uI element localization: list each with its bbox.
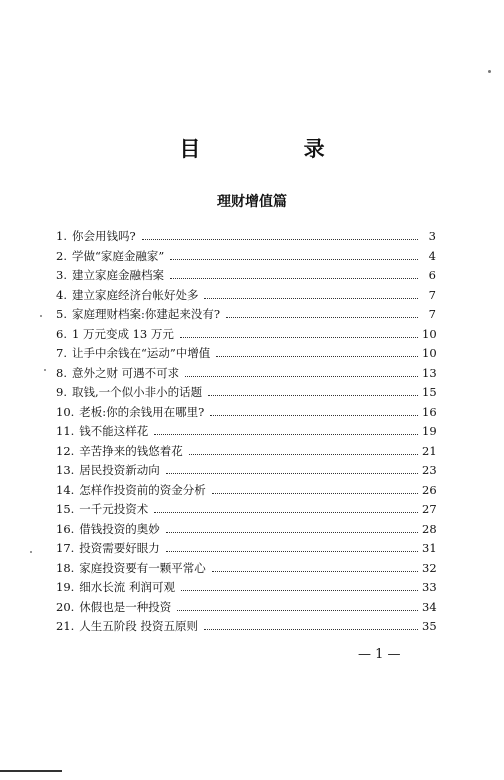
- toc-dot-leader: [226, 317, 418, 318]
- toc-entry: [56, 365, 436, 385]
- toc-entry: [56, 521, 436, 541]
- toc-entry: [56, 501, 436, 521]
- toc-dot-leader: [166, 551, 418, 552]
- toc-entry: [56, 267, 436, 287]
- page-title: 目 录: [179, 137, 373, 161]
- toc-dot-leader: [166, 473, 418, 474]
- toc-entry-title: 你会用钱吗?: [71, 229, 136, 243]
- toc-entry-title: 意外之财 可遇不可求: [71, 365, 180, 380]
- toc-entry: [56, 404, 436, 424]
- toc-entry-title: 辛苦挣来的钱悠着花: [79, 443, 183, 458]
- toc-dot-leader: [212, 571, 418, 572]
- toc-entry-page: 27: [422, 502, 437, 516]
- toc-entry: [56, 579, 436, 599]
- scan-edge-line: [0, 770, 62, 772]
- toc-entry-number: 3.: [56, 268, 67, 282]
- toc-entry-title: 取钱,一个似小非小的话题: [71, 385, 203, 399]
- toc-entry-number: 17.: [56, 541, 75, 555]
- toc-entry-title: 建立家庭经济台帐好处多: [71, 287, 199, 302]
- toc-entry-page: 13: [422, 365, 437, 380]
- toc-entry: [56, 540, 436, 560]
- page-number: — 1 —: [358, 647, 401, 662]
- toc-dot-leader: [180, 337, 418, 338]
- toc-entry-title: 建立家庭金融档案: [71, 268, 164, 282]
- toc-entry-number: 2.: [56, 248, 67, 263]
- toc-dot-leader: [154, 512, 418, 513]
- toc-dot-leader: [185, 376, 418, 377]
- toc-entry-number: 10.: [56, 404, 75, 419]
- toc-entry-number: 7.: [56, 346, 67, 360]
- toc-entry: [56, 599, 436, 619]
- toc-dot-leader: [142, 239, 418, 240]
- toc-entry-page: 28: [422, 521, 437, 536]
- toc-entry-page: 31: [422, 541, 437, 555]
- toc-entry-page: 34: [422, 599, 437, 614]
- table-of-contents: [56, 228, 436, 638]
- toc-entry-page: 33: [422, 580, 437, 594]
- toc-entry: [56, 618, 436, 638]
- toc-entry-number: 18.: [56, 560, 75, 575]
- toc-entry-page: 26: [422, 482, 437, 497]
- toc-dot-leader: [204, 629, 418, 630]
- toc-entry-page: 23: [422, 463, 437, 477]
- toc-entry-number: 13.: [56, 463, 75, 477]
- toc-dot-leader: [216, 356, 418, 357]
- toc-entry-page: 7: [428, 307, 436, 321]
- toc-entry-number: 8.: [56, 365, 67, 380]
- toc-entry-number: 11.: [56, 424, 75, 438]
- toc-entry: [56, 482, 436, 502]
- toc-entry-title: 1 万元变成 13 万元: [71, 326, 174, 341]
- toc-entry: [56, 384, 436, 404]
- toc-dot-leader: [208, 395, 418, 396]
- toc-entry: [56, 345, 436, 365]
- toc-entry-title: 投资需要好眼力: [79, 541, 160, 555]
- toc-entry-number: 12.: [56, 443, 75, 458]
- toc-dot-leader: [166, 532, 418, 533]
- toc-entry: [56, 228, 436, 248]
- toc-entry-page: 35: [422, 619, 437, 633]
- toc-dot-leader: [204, 298, 418, 299]
- toc-entry-title: 家庭投资要有一颗平常心: [79, 560, 206, 575]
- toc-entry-title: 老板:你的余钱用在哪里?: [79, 404, 205, 419]
- toc-entry-title: 借钱投资的奥妙: [79, 521, 160, 536]
- toc-entry-title: 休假也是一种投资: [79, 599, 172, 614]
- toc-dot-leader: [170, 259, 418, 260]
- toc-entry-title: 细水长流 利润可观: [79, 580, 175, 594]
- scan-speck: [44, 369, 46, 371]
- toc-entry-number: 9.: [56, 385, 67, 399]
- toc-entry: [56, 287, 436, 307]
- toc-entry: [56, 423, 436, 443]
- toc-entry-page: 6: [428, 268, 436, 282]
- toc-entry-number: 1.: [56, 229, 67, 243]
- toc-entry: [56, 443, 436, 463]
- scan-speck: [40, 315, 42, 317]
- toc-entry-page: 10: [422, 346, 437, 360]
- toc-entry-page: 21: [422, 443, 437, 458]
- toc-entry-title: 居民投资新动向: [79, 463, 160, 477]
- toc-entry: [56, 248, 436, 268]
- toc-entry-number: 20.: [56, 599, 75, 614]
- toc-entry-title: 家庭理财档案:你建起来没有?: [71, 307, 221, 321]
- toc-entry-page: 19: [422, 424, 437, 438]
- toc-dot-leader: [212, 493, 418, 494]
- toc-entry-number: 14.: [56, 482, 75, 497]
- toc-dot-leader: [154, 434, 418, 435]
- toc-dot-leader: [181, 590, 418, 591]
- toc-entry-page: 7: [428, 287, 436, 302]
- toc-dot-leader: [170, 278, 418, 279]
- toc-entry-number: 21.: [56, 619, 75, 633]
- scan-speck: [30, 551, 32, 553]
- toc-entry-page: 4: [428, 248, 436, 263]
- toc-entry-title: 一千元投资术: [79, 502, 149, 516]
- toc-entry-number: 19.: [56, 580, 75, 594]
- toc-entry-title: 学做“家庭金融家”: [71, 248, 165, 263]
- toc-entry-page: 3: [428, 229, 436, 243]
- toc-entry-page: 15: [422, 385, 437, 399]
- toc-entry-number: 6.: [56, 326, 67, 341]
- toc-dot-leader: [189, 454, 418, 455]
- toc-entry-title: 钱不能这样花: [79, 424, 149, 438]
- toc-entry-page: 16: [422, 404, 437, 419]
- toc-dot-leader: [210, 415, 418, 416]
- scan-speck: [488, 70, 491, 73]
- toc-entry-number: 5.: [56, 307, 67, 321]
- toc-entry: [56, 306, 436, 326]
- toc-entry: [56, 462, 436, 482]
- toc-entry: [56, 326, 436, 346]
- toc-entry-number: 4.: [56, 287, 67, 302]
- toc-entry-page: 10: [422, 326, 437, 341]
- toc-entry-title: 人生五阶段 投资五原则: [79, 619, 198, 633]
- toc-dot-leader: [177, 610, 418, 611]
- toc-entry: [56, 560, 436, 580]
- toc-entry-title: 怎样作投资前的资金分析: [79, 482, 206, 497]
- toc-entry-title: 让手中余钱在“运动”中增值: [71, 346, 211, 360]
- section-title: 理财增值篇: [217, 194, 287, 210]
- toc-entry-number: 15.: [56, 502, 75, 516]
- toc-entry-page: 32: [422, 560, 437, 575]
- toc-entry-number: 16.: [56, 521, 75, 536]
